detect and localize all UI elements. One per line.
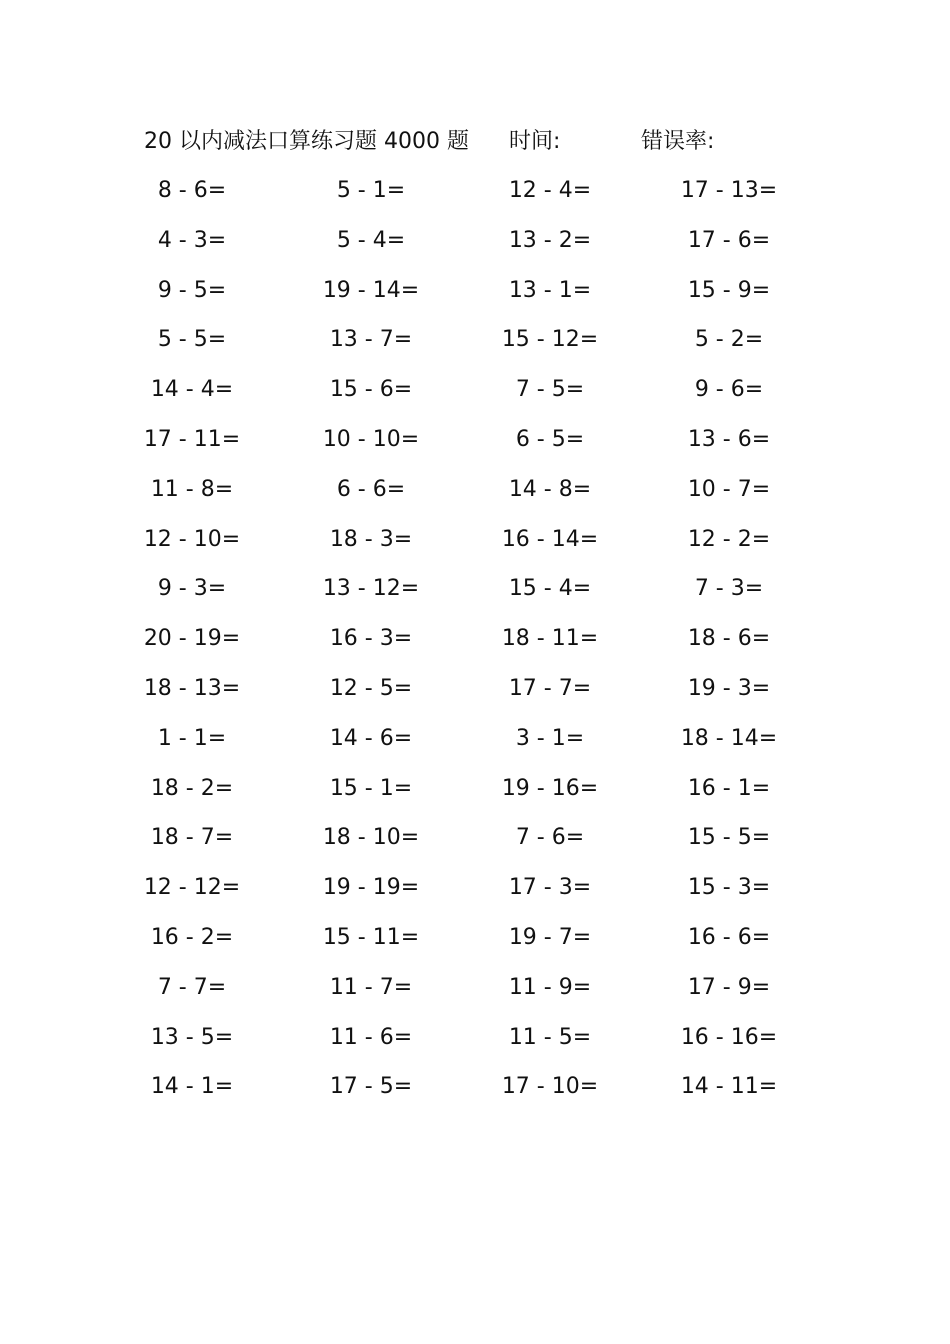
problem-item: 20 - 19= <box>143 626 241 652</box>
problem-row <box>0 421 950 471</box>
problem-item: 18 - 10= <box>322 825 420 851</box>
problem-item: 13 - 1= <box>508 277 592 303</box>
problem-item: 10 - 7= <box>687 476 771 502</box>
problem-item: 17 - 7= <box>508 675 592 701</box>
error-rate-label: 错误率: <box>641 129 715 154</box>
problem-item: 12 - 2= <box>687 526 771 552</box>
problem-item: 4 - 3= <box>157 227 227 253</box>
problem-item: 19 - 7= <box>508 924 592 950</box>
problem-item: 14 - 4= <box>150 377 234 403</box>
problem-row <box>0 819 950 869</box>
problem-item: 19 - 14= <box>322 277 420 303</box>
problem-row <box>0 770 950 820</box>
problem-item: 14 - 11= <box>680 1074 778 1100</box>
problem-item: 15 - 9= <box>687 277 771 303</box>
problem-item: 11 - 6= <box>329 1024 413 1050</box>
problem-item: 15 - 3= <box>687 875 771 901</box>
problem-item: 18 - 13= <box>143 675 241 701</box>
problem-item: 9 - 5= <box>157 277 227 303</box>
problem-item: 5 - 4= <box>336 227 406 253</box>
problem-item: 9 - 6= <box>694 377 764 403</box>
problem-grid <box>0 172 950 1118</box>
problem-item: 18 - 6= <box>687 626 771 652</box>
problem-item: 19 - 3= <box>687 675 771 701</box>
problem-item: 13 - 6= <box>687 426 771 452</box>
problem-item: 13 - 7= <box>329 327 413 353</box>
problem-item: 15 - 4= <box>508 576 592 602</box>
time-label: 时间: <box>509 129 561 154</box>
worksheet-header <box>144 124 804 160</box>
worksheet-title: 20 以内减法口算练习题 4000 题 <box>144 129 469 154</box>
problem-row <box>0 521 950 571</box>
problem-item: 18 - 3= <box>329 526 413 552</box>
problem-item: 6 - 6= <box>336 476 406 502</box>
problem-row <box>0 869 950 919</box>
problem-item: 12 - 10= <box>143 526 241 552</box>
problem-item: 5 - 5= <box>157 327 227 353</box>
problem-item: 18 - 11= <box>501 626 599 652</box>
problem-row <box>0 919 950 969</box>
problem-row <box>0 570 950 620</box>
problem-item: 7 - 7= <box>157 974 227 1000</box>
problem-item: 14 - 6= <box>329 725 413 751</box>
problem-item: 13 - 2= <box>508 227 592 253</box>
problem-item: 13 - 5= <box>150 1024 234 1050</box>
problem-item: 15 - 12= <box>501 327 599 353</box>
problem-row <box>0 371 950 421</box>
problem-item: 12 - 4= <box>508 178 592 203</box>
problem-item: 5 - 1= <box>336 178 406 203</box>
problem-item: 5 - 2= <box>694 327 764 353</box>
problem-row <box>0 620 950 670</box>
problem-item: 7 - 5= <box>515 377 585 403</box>
problem-item: 17 - 6= <box>687 227 771 253</box>
problem-item: 17 - 9= <box>687 974 771 1000</box>
problem-item: 15 - 1= <box>329 775 413 801</box>
problem-item: 15 - 6= <box>329 377 413 403</box>
problem-row <box>0 222 950 272</box>
problem-row <box>0 321 950 371</box>
problem-row <box>0 1019 950 1069</box>
problem-item: 18 - 14= <box>680 725 778 751</box>
problem-item: 14 - 1= <box>150 1074 234 1100</box>
problem-item: 11 - 9= <box>508 974 592 1000</box>
problem-item: 16 - 2= <box>150 924 234 950</box>
problem-item: 14 - 8= <box>508 476 592 502</box>
problem-item: 13 - 12= <box>322 576 420 602</box>
problem-item: 16 - 6= <box>687 924 771 950</box>
problem-row <box>0 471 950 521</box>
problem-item: 19 - 16= <box>501 775 599 801</box>
problem-item: 10 - 10= <box>322 426 420 452</box>
problem-item: 8 - 6= <box>157 178 227 203</box>
problem-item: 16 - 14= <box>501 526 599 552</box>
problem-item: 17 - 10= <box>501 1074 599 1100</box>
problem-row <box>0 1068 950 1118</box>
problem-item: 16 - 1= <box>687 775 771 801</box>
problem-item: 7 - 3= <box>694 576 764 602</box>
problem-item: 12 - 5= <box>329 675 413 701</box>
problem-item: 17 - 5= <box>329 1074 413 1100</box>
problem-item: 11 - 5= <box>508 1024 592 1050</box>
problem-row <box>0 172 950 222</box>
problem-item: 12 - 12= <box>143 875 241 901</box>
problem-item: 11 - 8= <box>150 476 234 502</box>
problem-item: 15 - 5= <box>687 825 771 851</box>
problem-item: 15 - 11= <box>322 924 420 950</box>
problem-item: 9 - 3= <box>157 576 227 602</box>
problem-row <box>0 720 950 770</box>
problem-item: 17 - 11= <box>143 426 241 452</box>
problem-row <box>0 272 950 322</box>
problem-row <box>0 670 950 720</box>
problem-item: 3 - 1= <box>515 725 585 751</box>
problem-item: 19 - 19= <box>322 875 420 901</box>
problem-item: 17 - 3= <box>508 875 592 901</box>
problem-item: 7 - 6= <box>515 825 585 851</box>
problem-item: 17 - 13= <box>680 178 778 203</box>
problem-item: 6 - 5= <box>515 426 585 452</box>
problem-item: 1 - 1= <box>157 725 227 751</box>
problem-item: 18 - 7= <box>150 825 234 851</box>
problem-item: 16 - 3= <box>329 626 413 652</box>
problem-item: 16 - 16= <box>680 1024 778 1050</box>
problem-item: 11 - 7= <box>329 974 413 1000</box>
problem-row <box>0 969 950 1019</box>
problem-item: 18 - 2= <box>150 775 234 801</box>
